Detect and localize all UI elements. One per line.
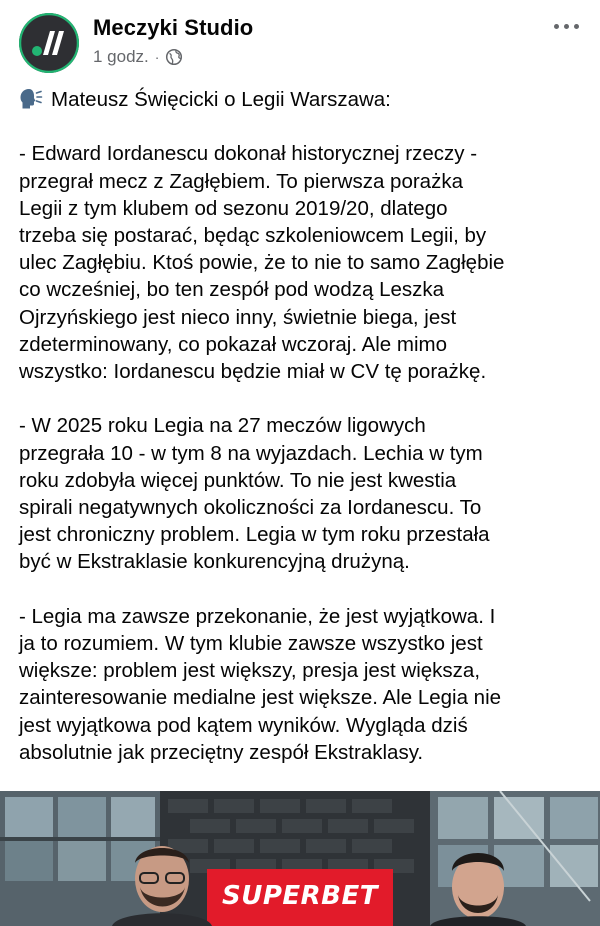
post-line: - Edward Iordanescu dokonał historycznej rzeczy - [19, 142, 478, 166]
post-line: zdeterminowany, co pokazał wczoraj. Ale mimo [19, 332, 448, 356]
page-name-link[interactable]: Meczyki Studio [93, 15, 254, 40]
post-line: wszystko: Iordanescu będzie miał w CV tę porażkę. [19, 360, 487, 384]
post-line: spirali negatywnych okoliczności za Iordanescu. To [19, 496, 482, 520]
post-headline [19, 86, 591, 113]
post-meta [93, 47, 183, 67]
post-line: absolutnie jak przeciętny zespół Ekstraklasy. [19, 740, 424, 764]
post-line: Legii z tym klubem od sezonu 2019/20, dlatego [19, 196, 448, 220]
page-avatar[interactable] [19, 13, 79, 73]
post-line: zainteresowanie medialne jest większe. Ale Legia nie [19, 686, 502, 710]
post-line: roku zdobyła więcej punktów. To nie jest kwestia [19, 468, 457, 492]
speaking-head-icon [19, 88, 43, 110]
post-line: ja to rozumiem. W tym klubie zawsze wszystko jest [19, 632, 483, 656]
post-line: Mateusz Święcicki o Legii Warszawa: [51, 88, 391, 111]
post-line: być w Ekstraklasie konkurencyjną drużyną. [19, 550, 410, 574]
meta-separator: · [154, 49, 160, 65]
post-line: jest chroniczny problem. Legia w tym roku przestała [19, 523, 490, 547]
post-header [0, 0, 600, 80]
post-line: - W 2025 roku Legia na 27 meczów ligowych [19, 414, 426, 438]
post-line: ulec Zagłębiu. Ktoś powie, że to nie to samo Zagłębie [19, 251, 505, 275]
globe-icon[interactable] [165, 48, 183, 66]
youtube-badge-icon [72, 65, 79, 73]
post-line: przegrał mecz z Zagłębiem. To pierwsza porażka [19, 169, 463, 193]
post-timestamp[interactable]: 1 godz. [93, 47, 149, 66]
superbet-sign: SUPERBET [222, 881, 378, 911]
post-line: jest wyjątkowa pod kątem wyników. Wygląda dziś [19, 713, 468, 737]
post-line: Ojrzyńskiego jest nieco inny, świetnie biega, jest [19, 305, 457, 329]
post-line: przegrała 10 - w tym 8 na wyjazdach. Lechia w tym [19, 441, 483, 465]
post-line: większe: problem jest większy, presja jest większa, [19, 659, 481, 683]
post-line: co wcześniej, bo ten zespół pod wodzą Leszka [19, 278, 445, 302]
more-options-button[interactable] [550, 14, 584, 38]
post-line: - Legia ma zawsze przekonanie, że jest wyjątkowa. I [19, 604, 496, 628]
post-line: trzeba się postarać, będąc szkoleniowcem Legii, by [19, 224, 487, 247]
meczyki-logo-icon [19, 13, 79, 73]
post-body [19, 86, 591, 766]
post-image[interactable] [0, 791, 600, 926]
